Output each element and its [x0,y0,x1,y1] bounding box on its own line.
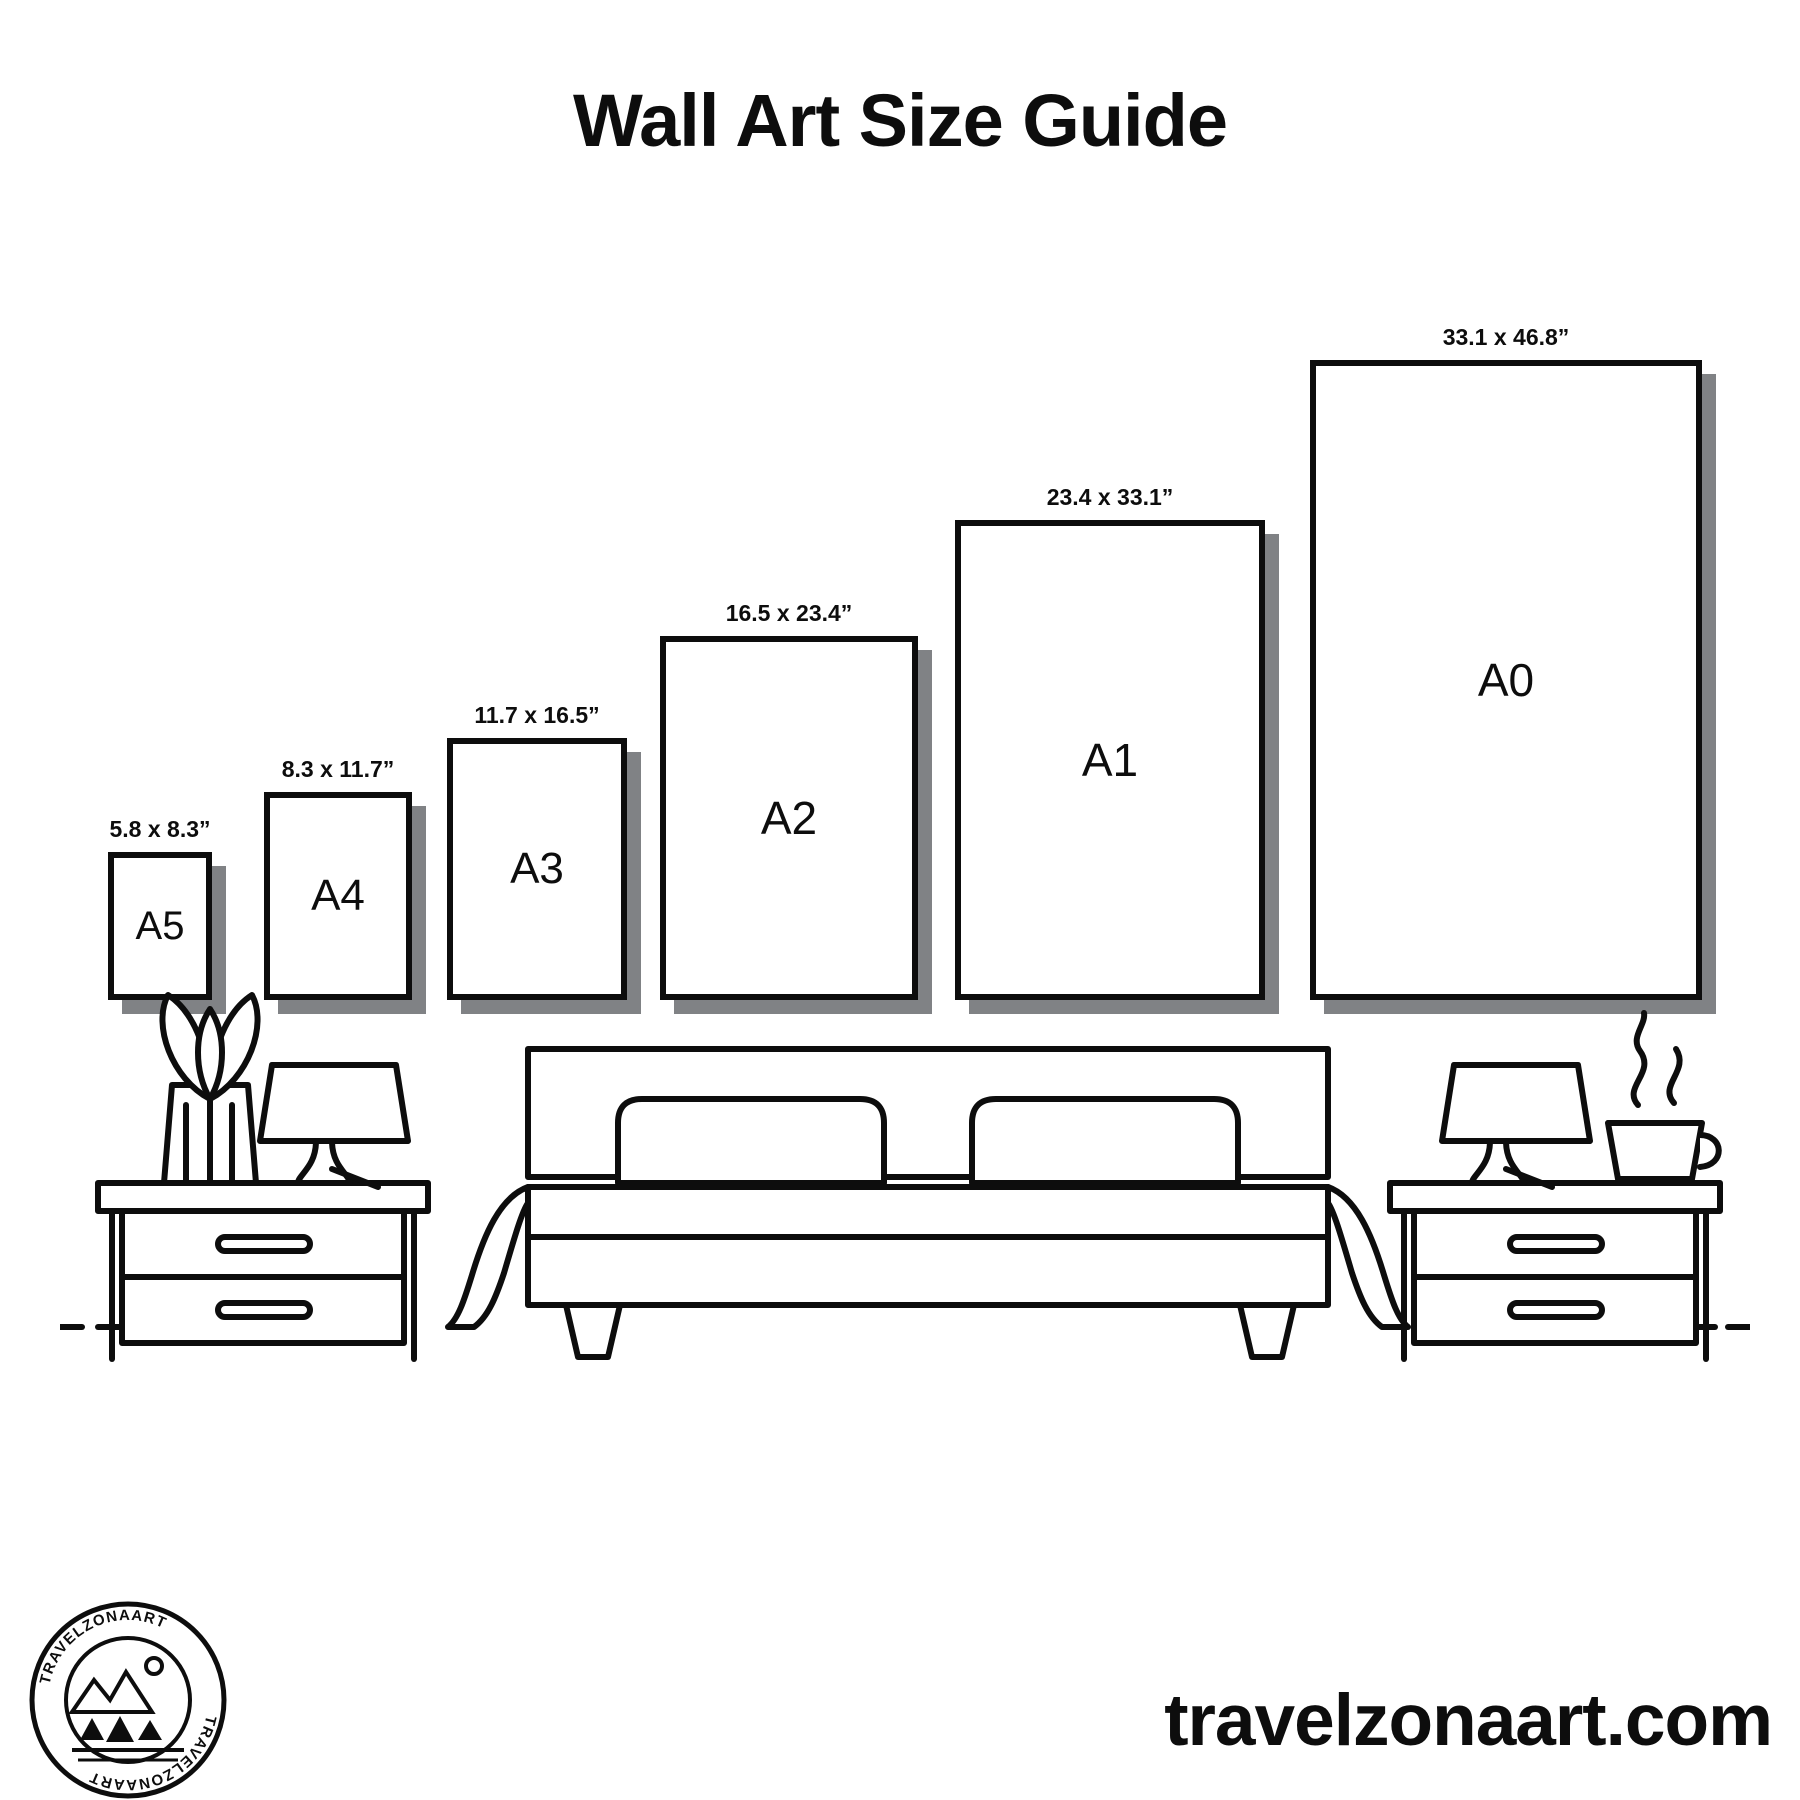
frame-size-name: A0 [1477,654,1535,706]
coffee-cup [1608,1013,1719,1179]
frame-dimension-label: 11.7 x 16.5” [474,702,600,728]
frame-dimension-label: 23.4 x 33.1” [1046,484,1174,510]
right-nightstand [1390,1183,1720,1359]
frame-size-name: A2 [760,792,818,844]
frame-size-row [0,290,1800,1000]
mountain-lake-badge-icon [72,1658,184,1760]
right-table-lamp [1442,1065,1590,1187]
blanket-drape-left [448,1187,528,1327]
frame-size-name: A1 [1081,734,1139,786]
page-title: Wall Art Size Guide [573,79,1227,162]
frame-group-a2[interactable] [660,600,918,1000]
frame-dimension-label: 5.8 x 8.3” [109,816,211,842]
steam-line-2 [1669,1049,1679,1103]
logo-text-top: TRAVELZONAART [36,1606,170,1687]
bed-with-headboard [448,1049,1408,1357]
frame-a1[interactable] [955,520,1265,1000]
frame-size-name: A3 [510,844,564,893]
mattress [528,1187,1328,1305]
bedroom-furniture-illustration [60,975,1750,1395]
bed-leg-left [566,1305,620,1357]
left-nightstand [98,1183,428,1359]
frame-dimension-label: 33.1 x 46.8” [1442,324,1570,350]
frame-size-name: A5 [135,903,185,948]
frame-dimension-label: 8.3 x 11.7” [281,756,395,782]
plant-vase [162,995,257,1183]
steam-line-1 [1634,1013,1645,1105]
frame-a2[interactable] [660,636,918,1000]
frame-group-a1[interactable] [955,484,1265,1000]
bed-leg-right [1240,1305,1294,1357]
logo-text-bottom: TRAVELZONAART [86,1713,220,1794]
frame-group-a0[interactable] [1310,324,1702,1000]
frame-a0[interactable] [1310,360,1702,1000]
frame-group-a3[interactable] [447,702,627,1000]
pillow-right [972,1099,1238,1183]
frame-a3[interactable] [447,738,627,1000]
frame-dimension-label: 16.5 x 23.4” [725,600,853,626]
frame-size-name: A4 [311,871,365,920]
frame-group-a4[interactable] [264,756,412,1000]
frame-a4[interactable] [264,792,412,1000]
pillow-left [618,1099,884,1183]
brand-logo[interactable] [28,1600,228,1800]
website-url[interactable]: travelzonaart.com [1164,1680,1772,1761]
left-table-lamp [260,1065,408,1187]
